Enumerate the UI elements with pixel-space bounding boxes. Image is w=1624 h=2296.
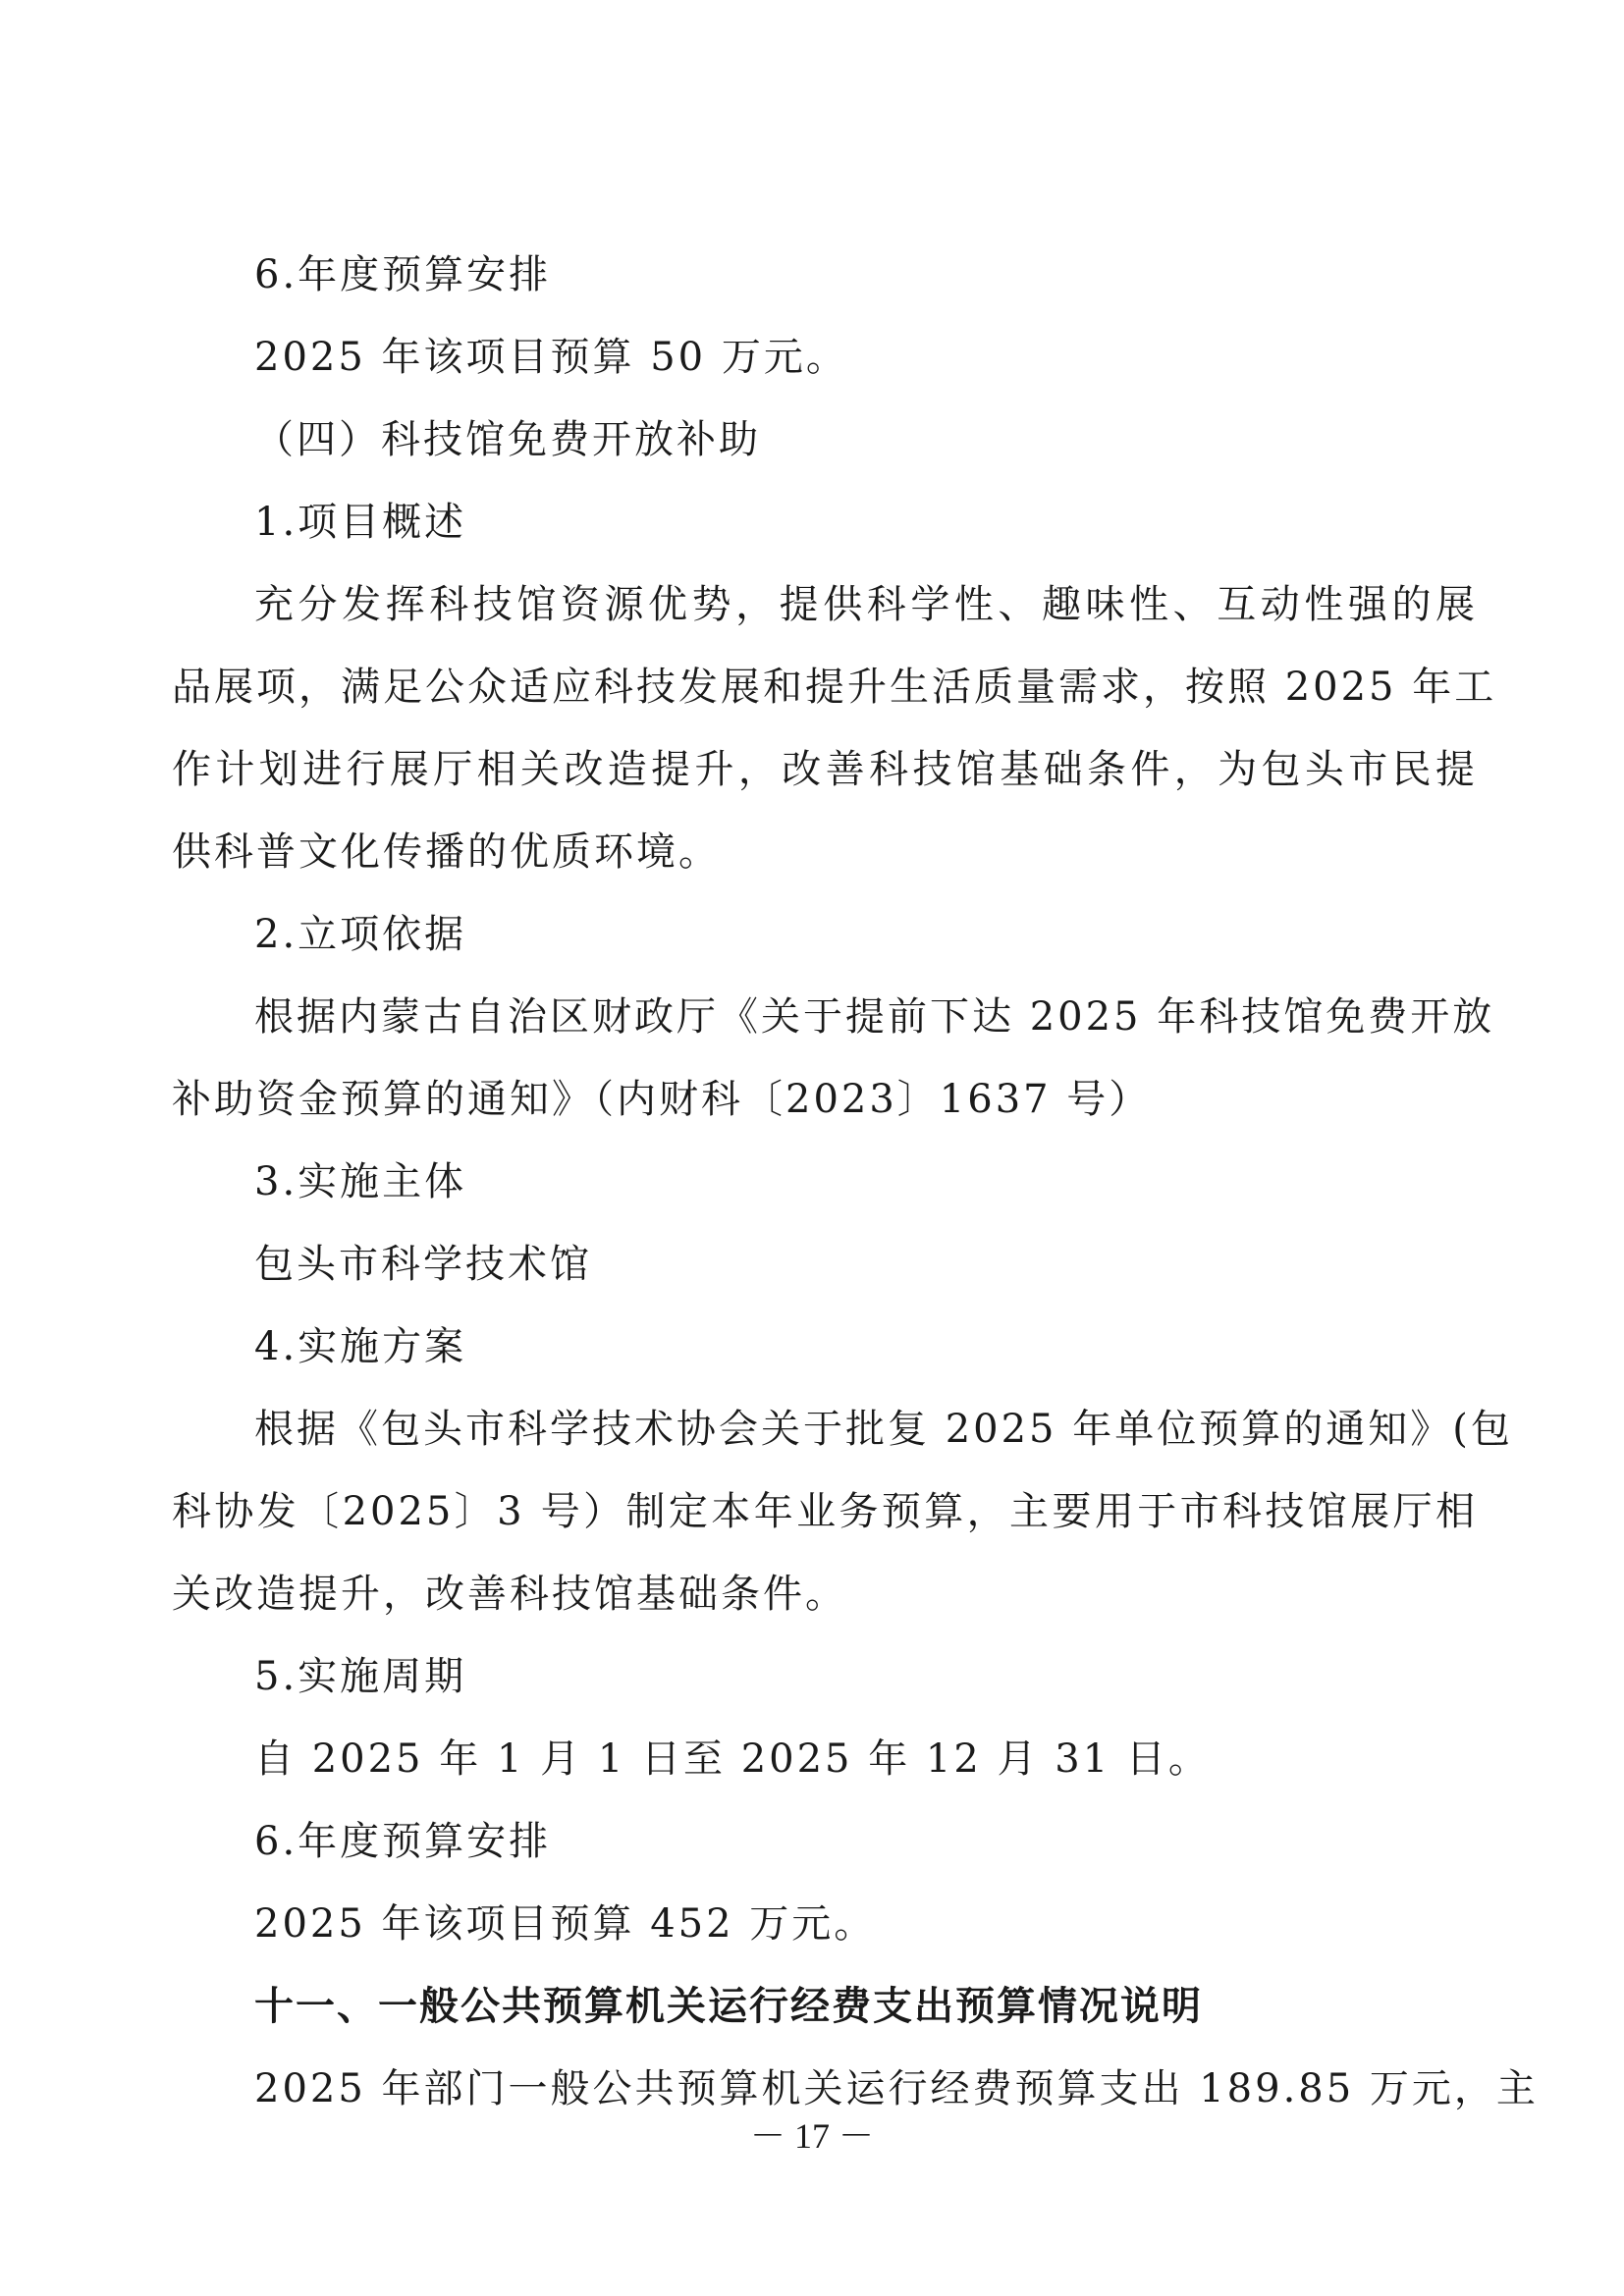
body-text-line: 3.实施主体 xyxy=(254,1159,467,1204)
body-text-line: 根据《包头市科学技术协会关于批复 2025 年单位预算的通知》(包 xyxy=(254,1407,1513,1452)
body-text-line: （四）科技馆免费开放补助 xyxy=(254,417,761,462)
body-text-line: 作计划进行展厅相关改造提升，改善科技馆基础条件，为包头市民提 xyxy=(172,747,1478,792)
body-text-line: 1.项目概述 xyxy=(254,500,467,545)
body-text-line: 2025 年该项目预算 50 万元。 xyxy=(254,335,848,380)
body-text-line: 包头市科学技术馆 xyxy=(254,1242,592,1287)
body-text-line: 自 2025 年 1 月 1 日至 2025 年 12 月 31 日。 xyxy=(254,1736,1211,1782)
body-text-line: 2025 年该项目预算 452 万元。 xyxy=(254,1901,877,1947)
body-text-line: 供科普文化传播的优质环境。 xyxy=(172,829,721,875)
section-heading: 十一、一般公共预算机关运行经费支出预算情况说明 xyxy=(254,1983,1203,2029)
body-text-line: 6.年度预算安排 xyxy=(254,252,552,297)
body-text-line: 2.立项依据 xyxy=(254,912,467,957)
body-text-line: 充分发挥科技馆资源优势，提供科学性、趣味性、互动性强的展 xyxy=(254,582,1478,627)
body-text-line: 关改造提升，改善科技馆基础条件。 xyxy=(172,1572,847,1617)
body-text-line: 5.实施周期 xyxy=(254,1654,467,1699)
document-body xyxy=(172,234,1539,2130)
page-number: － 17 － xyxy=(749,2116,874,2156)
body-text-line: 4.实施方案 xyxy=(254,1324,467,1369)
body-text-line: 科协发〔2025〕3 号）制定本年业务预算，主要用于市科技馆展厅相 xyxy=(172,1489,1478,1534)
body-text-line: 6.年度预算安排 xyxy=(254,1819,552,1864)
body-text-line: 补助资金预算的通知》（内财科〔2023〕1637 号） xyxy=(172,1077,1152,1122)
body-text-line: 根据内蒙古自治区财政厅《关于提前下达 2025 年科技馆免费开放 xyxy=(254,994,1495,1040)
body-text-line: 品展项，满足公众适应科技发展和提升生活质量需求，按照 2025 年工 xyxy=(172,665,1497,710)
body-text-line: 2025 年部门一般公共预算机关运行经费预算支出 189.85 万元，主 xyxy=(254,2066,1539,2111)
